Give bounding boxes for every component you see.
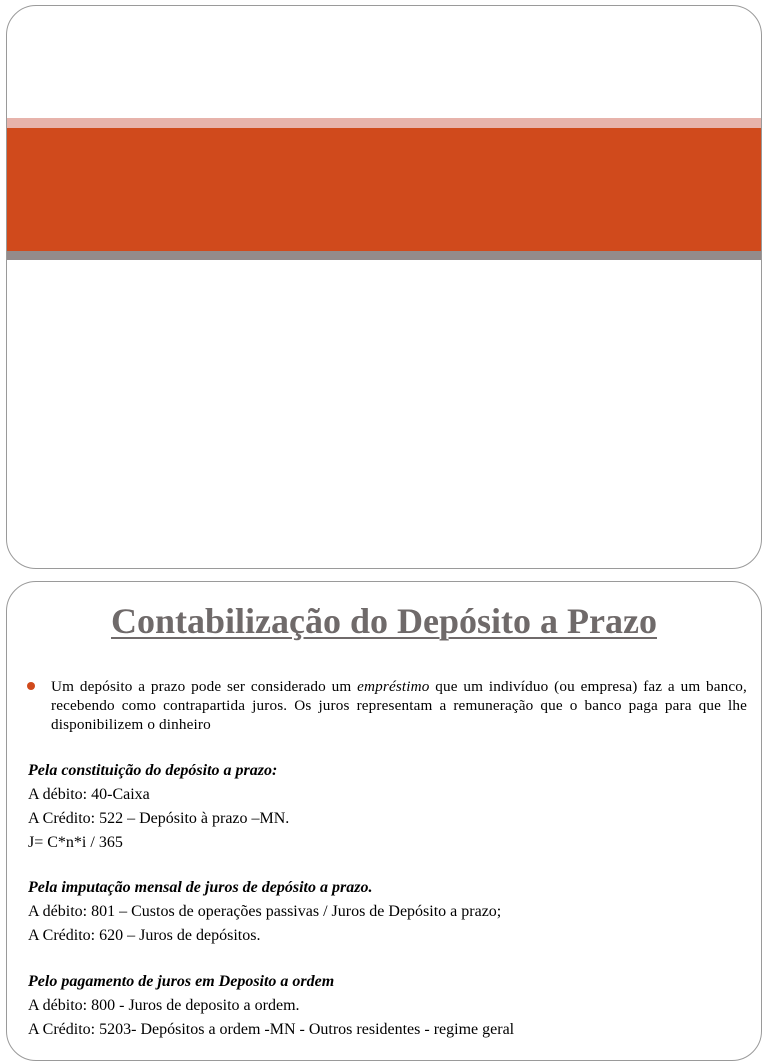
entry-line: A Crédito: 522 – Depósito à prazo –MN. [28,810,290,827]
entry-heading: Pela imputação mensal de juros de depósito a prazo. [28,879,373,896]
entry-line: A débito: 40-Caixa [28,786,150,803]
bullet-item [25,677,747,734]
entry-line: A débito: 800 - Juros de deposito a ordem. [28,997,300,1014]
decorative-band-accent [7,128,761,251]
entry-line: A débito: 801 – Custos de operações passivas / Juros de Depósito a prazo; [28,903,502,920]
entry-block-constitution [28,759,289,855]
bullet-text [51,677,747,734]
entry-heading: Pela constituição do depósito a prazo: [28,762,278,779]
entry-line: A Crédito: 5203- Depósitos a ordem -MN - Outros residentes - regime geral [28,1021,515,1038]
entry-line: A Crédito: 620 – Juros de depósitos. [28,927,261,944]
content-slide [6,581,762,1061]
decorative-band-light [7,118,761,128]
entry-block-monthly-interest [28,876,501,948]
bullet-dot-icon [27,682,35,690]
entry-heading: Pelo pagamento de juros em Deposito a ordem [28,973,335,990]
bullet-text-end: que um indivíduo (ou empresa) faz a um banco, recebendo como contrapartida juros. Os juros representam a remuneração que o banco paga para que lhe disponibilizem o dinheiro [51,678,747,733]
decorative-band-dark [7,251,761,260]
title-slide [6,5,762,569]
bullet-italic-term: empréstimo [357,678,430,695]
entry-formula: J= C*n*i / 365 [28,834,123,851]
slide-title: Contabilização do Depósito a Prazo [111,601,657,641]
entry-block-interest-payment [28,970,514,1042]
bullet-text-start: Um depósito a prazo pode ser considerado um [51,678,358,695]
